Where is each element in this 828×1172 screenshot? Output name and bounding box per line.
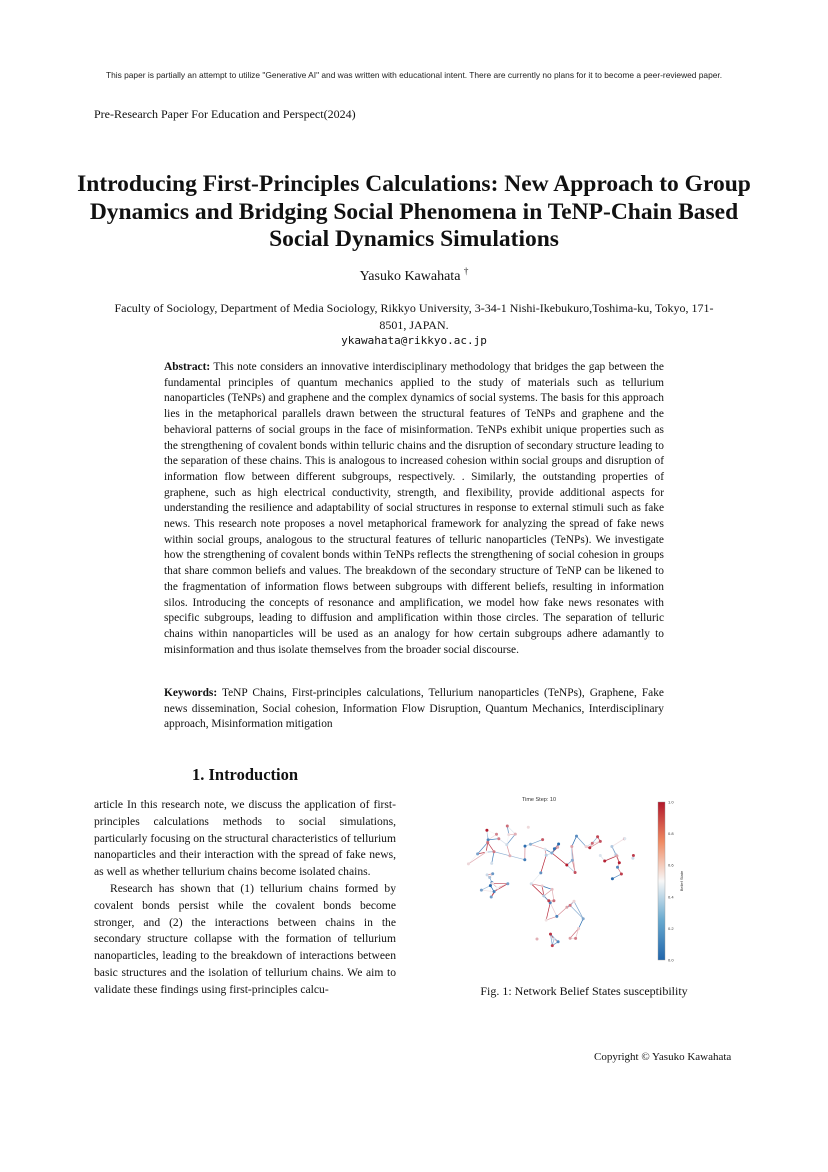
network-node [577, 927, 580, 930]
network-edge [510, 856, 525, 860]
colorbar [658, 802, 665, 960]
network-node [632, 854, 635, 857]
network-node [495, 833, 498, 836]
network-node [552, 938, 555, 941]
author-mark: † [463, 266, 469, 276]
network-node [480, 889, 483, 892]
figure-network-belief-states [434, 790, 734, 970]
network-nodes [467, 825, 635, 948]
network-node [523, 858, 526, 861]
network-edge [481, 886, 490, 891]
introduction-body [94, 797, 396, 999]
network-edge [499, 839, 507, 845]
network-edge [605, 856, 617, 861]
network-node [603, 860, 606, 863]
network-node [496, 887, 499, 890]
network-edge [531, 873, 541, 884]
network-node [536, 938, 539, 941]
network-edge [481, 890, 494, 892]
network-node [487, 838, 490, 841]
network-node [555, 915, 558, 918]
figure-caption: Fig. 1: Network Belief States susceptibility [480, 984, 688, 998]
network-edge [541, 855, 546, 873]
network-edge [507, 845, 510, 856]
network-node [565, 906, 568, 909]
colorbar-tick-label: 0.6 [668, 862, 674, 868]
network-node [611, 877, 614, 880]
network-node [486, 873, 489, 876]
network-node [488, 876, 491, 879]
network-node [489, 884, 492, 887]
network-node [571, 859, 574, 862]
plot-title: Time Step: 10 [521, 797, 557, 803]
network-node [565, 864, 568, 867]
network-node [553, 847, 556, 850]
network-node [505, 843, 508, 846]
network-node [574, 937, 577, 940]
network-node [486, 841, 489, 844]
network-node [574, 871, 577, 874]
network-node [549, 933, 552, 936]
network-node [544, 848, 547, 851]
network-edge [570, 905, 583, 918]
colorbar-ticks [668, 800, 674, 963]
network-node [551, 944, 554, 947]
network-node [552, 899, 555, 902]
network-node [610, 845, 613, 848]
network-edge [546, 916, 557, 920]
network-edge [531, 840, 543, 845]
keywords-text: TeNP Chains, First-principles calculations, Tellurium nanoparticles (TeNPs), Graphene, Fake news dissemination, Social cohesion, Information Flow Disruption, Quantum Mechanics, Interdisciplinary approach, Misinformation mitigation [164, 687, 664, 731]
network-edge [494, 852, 510, 856]
network-node [616, 866, 619, 869]
network-node [506, 825, 509, 828]
network-node [524, 845, 527, 848]
network-node [539, 871, 542, 874]
network-edge [488, 842, 494, 851]
keywords-label: Keywords: [164, 687, 218, 699]
network-node [556, 846, 559, 849]
disclaimer-header: This paper is partially an attempt to utilize "Generative AI" and was written with educational intent. There are currently no plans for it to become a peer-reviewed paper. [105, 70, 723, 80]
colorbar-tick-label: 0.2 [668, 925, 674, 931]
network-node [491, 872, 494, 875]
network-node [575, 835, 578, 838]
network-node [569, 904, 572, 907]
keywords [164, 686, 664, 733]
network-edges [468, 826, 633, 946]
network-node [485, 829, 488, 832]
network-edge [544, 889, 552, 896]
network-node [573, 900, 576, 903]
network-edge [577, 836, 587, 847]
network-node [497, 837, 500, 840]
network-node [545, 854, 548, 857]
colorbar-tick-label: 0.4 [668, 894, 674, 900]
network-node [618, 861, 621, 864]
network-edge [572, 836, 577, 846]
network-node [506, 882, 509, 885]
network-edge [612, 874, 621, 879]
colorbar-label: Belief State [679, 870, 684, 892]
network-node [493, 890, 496, 893]
network-node [541, 838, 544, 841]
author-name: Yasuko Kawahata [359, 269, 461, 284]
network-edge [542, 886, 552, 889]
copyright: Copyright © Yasuko Kawahata [594, 1051, 732, 1063]
network-node [570, 845, 573, 848]
network-node [476, 852, 479, 855]
network-edge [550, 903, 557, 917]
network-node [599, 854, 602, 857]
running-head: Pre-Research Paper For Education and Perspect(2024) [94, 107, 356, 121]
network-node [623, 837, 626, 840]
abstract [164, 360, 664, 658]
network-node [508, 854, 511, 857]
author-line [0, 266, 828, 285]
abstract-label: Abstract: [164, 361, 211, 373]
intro-paragraph-1: article In this research note, we discuss the application of first-principles calculations methods to social simulations, particularly focusing on the structural characteristics of tellurium nanoparticles and their interaction with the spread of fake news, as well as whether tellurium chains become isolated chains. [94, 798, 396, 879]
network-node [585, 845, 588, 848]
network-node [582, 917, 585, 920]
paper-title: Introducing First-Principles Calculations: New Approach to Group Dynamics and Bridging Social Phenomena in TeNP-Chain Based Social Dynamics Simulations [77, 171, 751, 252]
network-edge [487, 830, 497, 834]
network-node [615, 854, 618, 857]
network-edge [557, 907, 567, 916]
network-graph [434, 790, 734, 970]
abstract-text: This note considers an innovative interdisciplinary methodology that bridges the gap between the fundamental principles of quantum mechanics applied to the study of materials such as tellurium nanoparticles (TeNPs) and graphene and the complex dynamics of social systems. The basis for this approach lies in the metaphorical parallels drawn between the structural features of TeNPs and graphene and the behavioral patterns of social groups in the face of misinformation. TeNPs exhibit unique properties such as the strengthening of covalent bonds within telluric chains and the disruption of secondary structure leading to the separation of these chains. This is analogous to increased cohesion within social groups and disruption of information flow between different subgroups, respectively. . Similarly, the outstanding properties of graphene, such as high electrical conductivity, strength, and flexibility, provide additional aspects for understanding the resilience and adaptability of social structures in response to external stimuli such as fake news. This research note proposes a novel metaphorical framework for analyzing the spread of fake news within social groups, analogous to the structural features of telluric nanoparticles (TeNPs). We investigate how the strengthening of covalent bonds within TeNPs reflects the strengthening of social cohesion in groups that share common beliefs and values. The breakdown of the secondary structure of TeNP can be likened to the fragmentation of information flows between subgroups with different beliefs, resulting in information silos. Introducing the concepts of resonance and amplification, we model how fake news resonates with specific subgroups, leading to diffusion and amplification within those circles. The separation of telluric chains within nanoparticles will be used as an analogy for how certain subgroups adhere adamantly to misinformation and thus isolate themselves from the broader social discourse. [164, 361, 664, 656]
affiliation: Faculty of Sociology, Department of Media Sociology, Rikkyo University, 3-34-1 Nishi-Ikebukuro,Toshima-ku, Tokyo, 171-8501, JAPAN. [114, 301, 714, 332]
network-edge [531, 844, 546, 849]
network-node [514, 833, 517, 836]
network-node [467, 862, 470, 865]
colorbar-tick-label: 1.0 [668, 799, 674, 805]
network-edge [612, 839, 625, 847]
network-node [530, 882, 533, 885]
author-email[interactable]: ykawahata@rikkyo.ac.jp [341, 334, 487, 347]
network-node [547, 899, 550, 902]
network-node [542, 894, 545, 897]
network-node [596, 835, 599, 838]
network-node [507, 833, 510, 836]
network-node [591, 842, 594, 845]
network-node [631, 857, 634, 860]
network-node [557, 843, 560, 846]
section-title-introduction: 1. Introduction [191, 765, 299, 784]
network-node [493, 850, 496, 853]
colorbar-tick-label: 0.0 [668, 957, 674, 963]
network-node [485, 851, 488, 854]
network-node [599, 840, 602, 843]
network-edge [552, 889, 554, 900]
network-node [541, 885, 544, 888]
network-node [491, 882, 494, 885]
network-node [551, 888, 554, 891]
colorbar-tick-label: 0.8 [668, 831, 674, 837]
network-node [527, 826, 530, 829]
network-edge [492, 852, 494, 864]
network-node [490, 862, 493, 865]
network-node [620, 873, 623, 876]
network-node [557, 940, 560, 943]
network-edge [574, 901, 583, 918]
network-node [545, 919, 548, 922]
network-edge [552, 853, 567, 865]
intro-paragraph-2: Research has shown that (1) tellurium chains formed by covalent bonds persist while the covalent bonds become stronger, and (2) the interactions between chains in the secondary structure collapse with the formation of tellurium nanoparticles, leading to the breakdown of interactions between basic structures and the isolation of tellurium chains. We aim to validate these findings using first-principles calcu- [94, 881, 396, 996]
network-edge [579, 919, 584, 929]
network-node [529, 843, 532, 846]
network-edge [546, 903, 550, 920]
network-node [550, 852, 553, 855]
network-node [490, 896, 493, 899]
network-node [588, 846, 591, 849]
network-node [569, 937, 572, 940]
